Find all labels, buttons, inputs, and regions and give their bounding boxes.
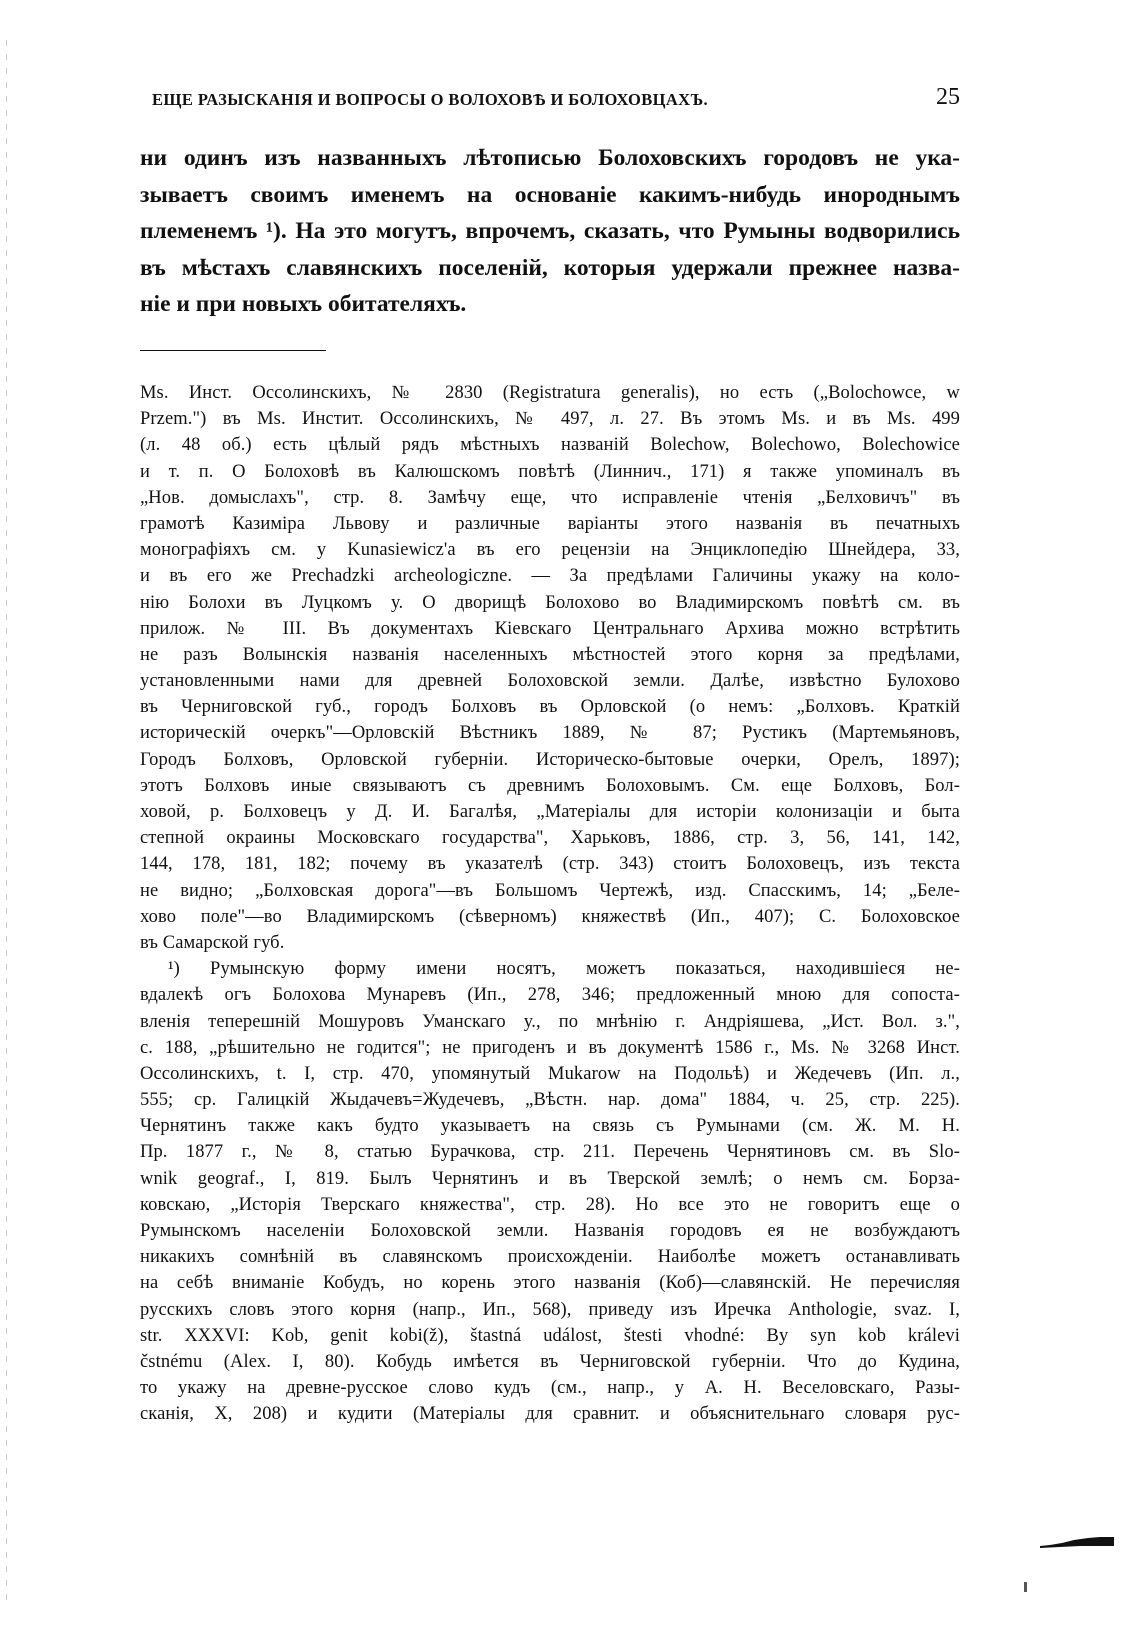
footnote-line: Румынскомъ населеніи Болоховской земли. Названія городовъ ея не возбуждаютъ [140, 1221, 960, 1241]
main-text-line: зываетъ своимъ именемъ на основаніе какимъ-нибудь инороднымъ [140, 181, 960, 208]
main-text-line: ни одинъ изъ названныхъ лѣтописью Болоховскихъ городовъ не ука- [140, 145, 960, 171]
footnote-line: (л. 48 об.) есть цѣлый рядъ мѣстныхъ названій Bolechow, Bolechowo, Bolechowice [140, 435, 960, 456]
running-header [140, 84, 960, 114]
footnote-line: русскихъ словъ этого корня (напр., Ип., 568), приведу изъ Иречка Anthologie, svaz. I, [140, 1299, 960, 1320]
ink-speck [1024, 1582, 1027, 1592]
footnote-line: то укажу на древне-русское слово кудъ (см., напр., у А. Н. Веселовскаго, Разы- [140, 1378, 960, 1399]
main-text-line: ніе и при новыхъ обитателяхъ. [140, 291, 467, 317]
main-text-line: въ мѣстахъ славянскихъ поселеній, которыя удержали прежнее назва- [140, 254, 960, 281]
footnote-line: ¹) Румынскую форму имени носятъ, можетъ показаться, находившіеся не- [168, 959, 960, 980]
footnote-line: прилож. № III. Въ документахъ Кіевскаго Центральнаго Архива можно встрѣтить [140, 618, 960, 639]
ink-smudge-mark [1040, 1534, 1114, 1550]
footnote-line: 555; ср. Галицкій Жыдачевъ=Жудечевъ, „Вѣстн. нар. дома" 1884, ч. 25, стр. 225). [140, 1090, 960, 1111]
footnote-line: ковскаю, „Исторія Тверскаго княжества", стр. 28). Но все это не говоритъ еще о [140, 1194, 960, 1215]
footnote-line: никакихъ сомнѣній въ славянскомъ происхожденіи. Наиболѣе можетъ останавливать [140, 1247, 960, 1268]
main-text-line: племенемъ ¹). На это могутъ, впрочемъ, сказать, что Румыны водворились [140, 218, 960, 244]
footnote-line: въ Черниговской губ., городъ Болховъ въ Орловской (о немъ: „Болховъ. Краткій [140, 697, 960, 718]
footnote-line: Чернятинъ также какъ будто указываетъ на связь съ Румынами (см. Ж. М. Н. [140, 1116, 960, 1137]
footnote-separator [140, 350, 326, 351]
footnote-line: Пр. 1877 г., № 8, статью Бурачкова, стр. 211. Перечень Чернятиновъ см. въ Slo- [140, 1142, 960, 1163]
footnote-line: вдалекѣ огъ Болохова Мунаревъ (Ип., 278, 346; предложенный мною для сопоста- [140, 985, 960, 1006]
binding-gutter [6, 40, 7, 1600]
footnote-line: ховой, р. Болховецъ у Д. И. Багалѣя, „Матеріалы для исторіи колонизаціи и быта [140, 802, 960, 822]
footnote-line: нію Болохи въ Луцкомъ у. О дворищѣ Болохово во Владимирскомъ повѣтѣ см. въ [140, 592, 960, 613]
footnote-line: str. XXXVI: Kob, genit kobi(ž), štastná událost, štesti vhodné: By syn kob králevi [140, 1325, 960, 1346]
page-number: 25 [936, 84, 960, 110]
footnotes-block [140, 380, 960, 1428]
footnote-line: Городъ Болховъ, Орловской губерніи. Историческо-бытовые очерки, Орелъ, 1897); [140, 749, 960, 770]
footnote-line: „Нов. домыслахъ", стр. 8. Замѣчу еще, что исправленіе чтенія „Белховичъ" въ [140, 487, 960, 508]
footnote-line: хово поле"—во Владимирскомъ (сѣверномъ) княжествѣ (Ип., 407); С. Болоховское [140, 906, 960, 927]
footnote-line: вленія теперешній Мошуровъ Уманскаго у., по мнѣнію г. Андріяшева, „Ист. Вол. з.", [140, 1011, 960, 1032]
footnote-line: не разъ Волынскія названія населенныхъ мѣстностей этого корня за предѣлами, [140, 644, 960, 665]
main-text-block [140, 140, 960, 323]
footnote-line: Przem.") въ Ms. Инстит. Оссолинскихъ, № 497, л. 27. Въ этомъ Ms. и въ Ms. 499 [140, 409, 960, 430]
footnote-line: этотъ Болховъ иные связываютъ съ древнимъ Болоховымъ. См. еще Болховъ, Бол- [140, 775, 960, 796]
footnote-line: установленными нами для древней Болоховской земли. Далѣе, извѣстно Булохово [140, 671, 960, 692]
footnote-line: 144, 178, 181, 182; почему въ указателѣ (стр. 343) стоитъ Болоховецъ, изъ текста [140, 854, 960, 875]
footnote-line: Ms. Инст. Оссолинскихъ, № 2830 (Registratura generalis), но есть („Bolochowce, w [140, 383, 960, 403]
footnote-line: и т. п. О Болоховѣ въ Калюшскомъ повѣтѣ (Линнич., 171) я также упоминалъ въ [140, 461, 960, 482]
footnote-line: монографіяхъ см. у Kunasiewicz'а въ его рецензіи на Энциклопедію Шнейдера, 33, [140, 540, 960, 561]
footnote-line: степной окраины Московскаго государства", Харьковъ, 1886, стр. 3, 56, 141, 142, [140, 828, 960, 849]
footnote-line: čstnému (Alex. I, 80). Кобудь имѣется въ Черниговской губерніи. Что до Кудина, [140, 1351, 960, 1372]
footnote-line: не видно; „Болховская дорога"—въ Большомъ Чертежѣ, изд. Спасскимъ, 14; „Беле- [140, 880, 960, 901]
footnote-line: сканія, X, 208) и кудити (Матеріалы для сравнит. и объяснительнаго словаря рус- [140, 1404, 960, 1425]
footnote-line: грамотѣ Казиміра Львову и различные варіанты этого названія въ печатныхъ [140, 513, 960, 534]
footnote-line: с. 188, „рѣшительно не годится"; не пригоденъ и въ документѣ 1586 г., Ms. № 3268 Инст. [140, 1037, 960, 1058]
footnote-line: на себѣ вниманіе Кобудъ, но корень этого названія (Коб)—славянскій. Не перечисляя [140, 1273, 960, 1294]
footnote-line: историческій очеркъ"—Орловскій Вѣстникъ 1889, № 87; Рустикъ (Мартемьяновъ, [140, 723, 960, 744]
footnote-line: Оссолинскихъ, t. I, стр. 470, упомянутый Mukarow на Подольѣ) и Жедечевъ (Ип. л., [140, 1063, 960, 1084]
running-title: ЕЩЕ РАЗЫСКАНІЯ И ВОПРОСЫ О ВОЛОХОВѢ И БОЛОХОВЦАХЪ. [152, 90, 709, 109]
footnote-line: въ Самарской губ. [140, 932, 285, 953]
footnote-line: wnik geograf., I, 819. Былъ Чернятинъ и въ Тверской землѣ; о немъ см. Борза- [140, 1168, 960, 1189]
footnote-line: и въ его же Prechadzki archeologiczne. — За предѣлами Галичины укажу на коло- [140, 566, 960, 587]
